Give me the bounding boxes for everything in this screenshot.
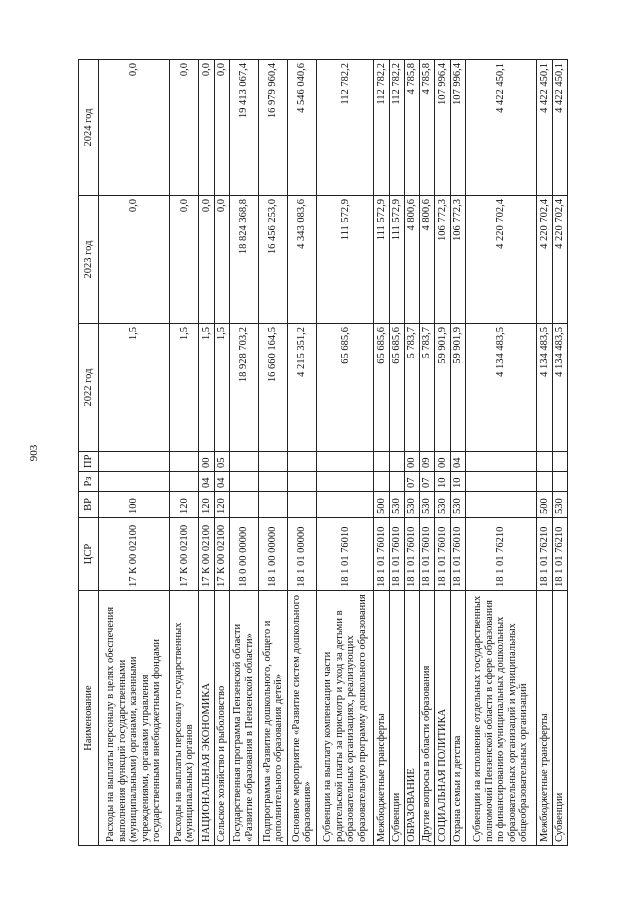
cell-y2022: 1,5: [170, 324, 199, 452]
cell-y2022: 5 783,7: [404, 324, 419, 452]
cell-y2022: 65 685,6: [389, 324, 404, 452]
cell-name: Основное мероприятие «Развитие систем дошкольного образования»: [288, 591, 317, 846]
cell-csr: 17 К 00 02100: [199, 518, 214, 591]
table-row: [288, 60, 317, 846]
cell-y2022: 16 660 164,5: [258, 324, 287, 452]
cell-vr: 530: [389, 492, 404, 518]
cell-csr: 17 К 00 02100: [99, 518, 170, 591]
cell-vr: 120: [214, 492, 229, 518]
cell-y2024: 4 422 450,1: [537, 60, 552, 196]
cell-y2024: 112 782,2: [389, 60, 404, 196]
table-row: [450, 60, 465, 846]
cell-vr: 120: [170, 492, 199, 518]
cell-name: Межбюджетные трансферты: [374, 591, 389, 846]
cell-y2022: 4 215 351,2: [288, 324, 317, 452]
cell-y2023: 0,0: [170, 196, 199, 324]
cell-name: Сельское хозяйство и рыболовство: [214, 591, 229, 846]
cell-pr: [170, 452, 199, 472]
cell-y2023: 0,0: [214, 196, 229, 324]
cell-y2023: 18 824 368,8: [229, 196, 258, 324]
table-row: [229, 60, 258, 846]
cell-pr: 04: [450, 452, 465, 472]
cell-pr: [99, 452, 170, 472]
table-body: [99, 60, 568, 846]
cell-y2024: 4 546 040,6: [288, 60, 317, 196]
cell-csr: 18 1 01 76010: [450, 518, 465, 591]
cell-csr: 18 1 01 76010: [389, 518, 404, 591]
cell-pr: [465, 452, 537, 472]
cell-rz: 10: [435, 472, 450, 492]
cell-y2024: 0,0: [214, 60, 229, 196]
cell-pr: 00: [435, 452, 450, 472]
cell-y2022: 4 134 483,5: [537, 324, 552, 452]
cell-name: Подпрограмма «Развитие дошкольного, общего и дополнительного образования детей»: [258, 591, 287, 846]
table-row: [374, 60, 389, 846]
cell-vr: 530: [420, 492, 435, 518]
cell-rz: [170, 472, 199, 492]
cell-y2024: 112 782,2: [317, 60, 374, 196]
column-header: Рз: [79, 472, 99, 492]
cell-csr: 18 1 01 00000: [288, 518, 317, 591]
cell-y2022: 5 783,7: [420, 324, 435, 452]
cell-y2022: 1,5: [214, 324, 229, 452]
cell-y2024: 4 785,8: [404, 60, 419, 196]
cell-rz: 07: [404, 472, 419, 492]
cell-name: ОБРАЗОВАНИЕ: [404, 591, 419, 846]
cell-name: Субвенции на выплату компенсации части родительской платы за присмотр и уход за детьми в образовательных организациях, реализующих образовательную программу дошкольного образования: [317, 591, 374, 846]
budget-table: [78, 59, 568, 846]
cell-csr: 18 1 01 76010: [404, 518, 419, 591]
cell-csr: 18 1 01 76010: [420, 518, 435, 591]
cell-rz: [229, 472, 258, 492]
column-header: ЦСР: [79, 518, 99, 591]
cell-name: Субвенции: [389, 591, 404, 846]
table-row: [317, 60, 374, 846]
cell-csr: 18 1 01 76010: [435, 518, 450, 591]
cell-vr: [465, 492, 537, 518]
cell-name: Государственная программа Пензенской области «Развитие образования в Пензенской области»: [229, 591, 258, 846]
cell-y2024: 16 979 960,4: [258, 60, 287, 196]
cell-vr: 100: [99, 492, 170, 518]
column-header: 2023 год: [79, 196, 99, 324]
cell-csr: 17 К 00 02100: [170, 518, 199, 591]
cell-rz: [537, 472, 552, 492]
cell-vr: 500: [537, 492, 552, 518]
cell-y2022: 1,5: [99, 324, 170, 452]
cell-y2023: 111 572,9: [317, 196, 374, 324]
cell-y2024: 107 996,4: [435, 60, 450, 196]
cell-csr: 18 1 01 76210: [465, 518, 537, 591]
cell-y2023: 4 800,6: [404, 196, 419, 324]
cell-y2024: 4 422 450,1: [465, 60, 537, 196]
column-header: ПР: [79, 452, 99, 472]
table-row: [420, 60, 435, 846]
table-row: [99, 60, 170, 846]
cell-pr: [229, 452, 258, 472]
table-row: [435, 60, 450, 846]
cell-vr: 530: [404, 492, 419, 518]
cell-y2022: 4 134 483,5: [552, 324, 567, 452]
cell-y2022: 18 928 703,2: [229, 324, 258, 452]
cell-vr: 530: [450, 492, 465, 518]
page-number: 903: [28, 444, 40, 462]
table-row: [404, 60, 419, 846]
cell-vr: [288, 492, 317, 518]
cell-csr: 18 1 01 76210: [537, 518, 552, 591]
cell-y2023: 0,0: [99, 196, 170, 324]
cell-y2024: 0,0: [170, 60, 199, 196]
cell-name: Другие вопросы в области образования: [420, 591, 435, 846]
cell-name: Межбюджетные трансферты: [537, 591, 552, 846]
cell-pr: 09: [420, 452, 435, 472]
table-row: [537, 60, 552, 846]
cell-y2024: 0,0: [99, 60, 170, 196]
column-header: ВР: [79, 492, 99, 518]
cell-pr: [537, 452, 552, 472]
cell-y2023: 4 220 702,4: [552, 196, 567, 324]
cell-vr: 530: [435, 492, 450, 518]
cell-rz: [465, 472, 537, 492]
cell-vr: 530: [552, 492, 567, 518]
cell-pr: [317, 452, 374, 472]
table-row: [389, 60, 404, 846]
cell-csr: 18 0 00 00000: [229, 518, 258, 591]
cell-y2024: 4 785,8: [420, 60, 435, 196]
table-row: [199, 60, 214, 846]
table-row: [552, 60, 567, 846]
cell-y2024: 0,0: [199, 60, 214, 196]
cell-vr: [258, 492, 287, 518]
table-row: [258, 60, 287, 846]
column-header: 2022 год: [79, 324, 99, 452]
cell-vr: [317, 492, 374, 518]
cell-rz: 04: [214, 472, 229, 492]
cell-vr: 120: [199, 492, 214, 518]
cell-y2023: 4 220 702,4: [465, 196, 537, 324]
cell-pr: [389, 452, 404, 472]
cell-pr: [258, 452, 287, 472]
budget-table-container: [78, 60, 568, 846]
cell-csr: 17 К 00 02100: [214, 518, 229, 591]
cell-csr: 18 1 01 76210: [552, 518, 567, 591]
cell-vr: [229, 492, 258, 518]
cell-rz: 10: [450, 472, 465, 492]
cell-y2022: 4 134 483,5: [465, 324, 537, 452]
table-row: [170, 60, 199, 846]
cell-y2022: 65 685,6: [317, 324, 374, 452]
cell-csr: 18 1 00 00000: [258, 518, 287, 591]
cell-pr: [288, 452, 317, 472]
cell-name: СОЦИАЛЬНАЯ ПОЛИТИКА: [435, 591, 450, 846]
cell-y2022: 59 901,9: [450, 324, 465, 452]
cell-vr: 500: [374, 492, 389, 518]
cell-y2022: 1,5: [199, 324, 214, 452]
cell-rz: [389, 472, 404, 492]
cell-y2023: 106 772,3: [450, 196, 465, 324]
cell-name: Субвенции на исполнение отдельных государственных полномочий Пензенской области в сфере образования по финансированию муниципальных дошкольных образовательных организаций и муниципальных общеобразовательных организаций: [465, 591, 537, 846]
cell-rz: [258, 472, 287, 492]
cell-name: Субвенции: [552, 591, 567, 846]
cell-rz: 07: [420, 472, 435, 492]
cell-name: НАЦИОНАЛЬНАЯ ЭКОНОМИКА: [199, 591, 214, 846]
cell-pr: 00: [404, 452, 419, 472]
cell-y2023: 4 800,6: [420, 196, 435, 324]
cell-rz: 04: [199, 472, 214, 492]
cell-y2024: 107 996,4: [450, 60, 465, 196]
cell-y2023: 4 220 702,4: [537, 196, 552, 324]
cell-y2024: 19 413 067,4: [229, 60, 258, 196]
cell-name: Расходы на выплаты персоналу государственных (муниципальных) органов: [170, 591, 199, 846]
cell-y2023: 16 456 253,0: [258, 196, 287, 324]
column-header: 2024 год: [79, 60, 99, 196]
cell-pr: [552, 452, 567, 472]
cell-y2024: 112 782,2: [374, 60, 389, 196]
cell-csr: 18 1 01 76010: [374, 518, 389, 591]
cell-y2023: 111 572,9: [374, 196, 389, 324]
cell-rz: [99, 472, 170, 492]
table-row: [465, 60, 537, 846]
cell-pr: 05: [214, 452, 229, 472]
table-row: [214, 60, 229, 846]
cell-rz: [552, 472, 567, 492]
cell-rz: [317, 472, 374, 492]
cell-y2023: 0,0: [199, 196, 214, 324]
cell-rz: [374, 472, 389, 492]
cell-y2023: 4 343 083,6: [288, 196, 317, 324]
cell-pr: [374, 452, 389, 472]
cell-y2023: 106 772,3: [435, 196, 450, 324]
cell-y2023: 111 572,9: [389, 196, 404, 324]
cell-y2024: 4 422 450,1: [552, 60, 567, 196]
cell-pr: 00: [199, 452, 214, 472]
cell-csr: 18 1 01 76010: [317, 518, 374, 591]
cell-name: Охрана семьи и детства: [450, 591, 465, 846]
cell-y2022: 59 901,9: [435, 324, 450, 452]
cell-rz: [288, 472, 317, 492]
cell-name: Расходы на выплаты персоналу в целях обеспечения выполнения функций государственными (муниципальными) органами, казенными учреждениями, органами управления государственными внебюджетными фондами: [99, 591, 170, 846]
column-header: Наименование: [79, 591, 99, 846]
cell-y2022: 65 685,6: [374, 324, 389, 452]
table-header-row: [79, 60, 99, 846]
